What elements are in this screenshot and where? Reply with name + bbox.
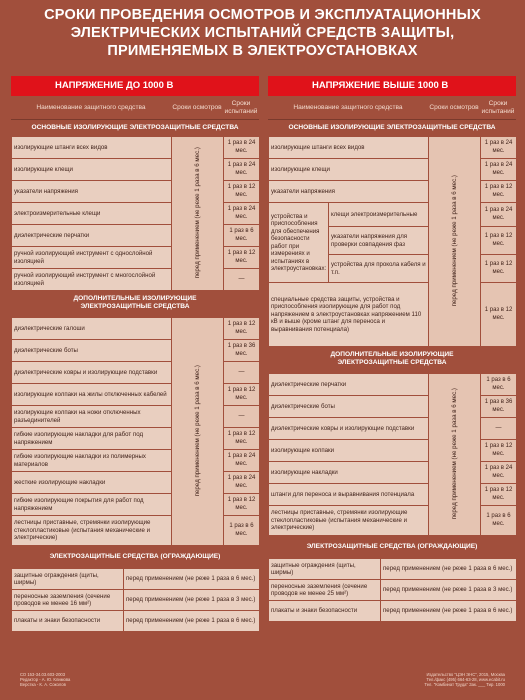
inspection-period: перед применением (не реже 1 раза в 6 мес.) — [381, 601, 517, 622]
test-period: 1 раз в 12 мес. — [224, 494, 260, 516]
test-period: 1 раз в 24 мес. — [481, 137, 517, 159]
right-basic-table — [268, 136, 517, 347]
table-row — [12, 590, 260, 611]
col-header-name: Наименование защитного средства — [36, 103, 146, 111]
inspection-period: перед применением (не реже 1 раза в 6 мес.) — [124, 569, 260, 590]
footer-right — [400, 672, 505, 688]
item-name: специальные средства защиты, устройства и приспособления изолирующие для работ под напряжением в электроустановках напряжением 110 кВ и выше (кроме штанг для переноса и выравнивания потенциала) — [269, 283, 429, 347]
item-name: ручной изолирующий инструмент с многослойной изоляцией — [12, 269, 172, 291]
inspection-period-text: перед применением (не реже 1 раза в 6 мес.) — [450, 174, 458, 306]
left-basic-table — [11, 136, 260, 291]
test-period: — — [481, 418, 517, 440]
section-title-additional: ДОПОЛНИТЕЛЬНЫЕ ИЗОЛИРУЮЩИЕ ЭЛЕКТРОЗАЩИТНЫЕ СРЕДСТВА — [330, 351, 454, 366]
test-period: 1 раз в 12 мес. — [481, 484, 517, 506]
item-name: плакаты и знаки безопасности — [12, 611, 124, 632]
item-name: диэлектрические ковры и изолирующие подставки — [269, 418, 429, 440]
item-name: указатели напряжения для проверки совпадения фаз — [329, 227, 429, 255]
table-row — [12, 569, 260, 590]
inspection-period-text: перед применением (не реже 1 раза в 6 мес.) — [450, 387, 458, 519]
right-protective-table — [268, 558, 517, 622]
col-header-name: Наименование защитного средства — [293, 103, 403, 111]
test-period: 1 раз в 24 мес. — [481, 203, 517, 227]
test-period: 1 раз в 12 мес. — [224, 318, 260, 340]
low-voltage-header: НАПРЯЖЕНИЕ ДО 1000 В — [11, 76, 259, 96]
low-voltage-panel — [11, 76, 259, 632]
high-voltage-panel — [268, 76, 516, 622]
title-line: ЭЛЕКТРИЧЕСКИХ ИСПЫТАНИЙ СРЕДСТВ ЗАЩИТЫ, — [70, 25, 455, 41]
table-row — [269, 601, 517, 622]
item-name: указатели напряжения — [12, 181, 172, 203]
item-name: штанги для переноса и выравнивания потенциала — [269, 484, 429, 506]
test-period: 1 раз в 12 мес. — [481, 227, 517, 255]
inspection-period: перед применением (не реже 1 раза в 3 мес.) — [124, 590, 260, 611]
item-name: защитные ограждения (щиты, ширмы) — [12, 569, 124, 590]
item-name: изолирующие штанги всех видов — [269, 137, 429, 159]
test-period: 1 раз в 12 мес. — [481, 283, 517, 347]
inspection-period: перед применением (не реже 1 раза в 6 мес.) — [124, 611, 260, 632]
title-line: ПРИМЕНЯЕМЫХ В ЭЛЕКТРОУСТАНОВКАХ — [107, 43, 418, 59]
test-period: 1 раз в 24 мес. — [224, 203, 260, 225]
col-header-inspections: Сроки осмотров — [172, 103, 222, 111]
item-name: изолирующие накладки — [269, 462, 429, 484]
test-period: 1 раз в 24 мес. — [224, 159, 260, 181]
item-name: указатели напряжения — [269, 181, 429, 203]
high-voltage-header: НАПРЯЖЕНИЕ ВЫШЕ 1000 В — [268, 76, 516, 96]
test-period: — — [224, 362, 260, 384]
table-row — [12, 137, 260, 159]
section-title-basic: ОСНОВНЫЕ ИЗОЛИРУЮЩИЕ ЭЛЕКТРОЗАЩИТНЫЕ СРЕДСТВА — [31, 124, 239, 131]
column-headers — [11, 96, 259, 120]
table-row — [269, 559, 517, 580]
test-period: 1 раз в 12 мес. — [224, 428, 260, 450]
item-name: устройства для прокола кабеля и т.п. — [329, 255, 429, 283]
table-row — [269, 137, 517, 159]
test-period: 1 раз в 12 мес. — [224, 247, 260, 269]
test-period: 1 раз в 12 мес. — [481, 440, 517, 462]
section-title-protective: ЭЛЕКТРОЗАЩИТНЫЕ СРЕДСТВА (ОГРАЖДАЮЩИЕ) — [49, 553, 221, 560]
item-name: ручной изолирующий инструмент с однослойной изоляцией — [12, 247, 172, 269]
item-name: защитные ограждения (щиты, ширмы) — [269, 559, 381, 580]
test-period: 1 раз в 6 мес. — [224, 516, 260, 546]
test-period: 1 раз в 24 мес. — [481, 462, 517, 484]
test-period: 1 раз в 36 мес. — [481, 396, 517, 418]
test-period: 1 раз в 12 мес. — [481, 255, 517, 283]
left-additional-table — [11, 317, 260, 546]
test-period: 1 раз в 24 мес. — [224, 137, 260, 159]
item-name: диэлектрические боты — [12, 340, 172, 362]
item-name: электроизмерительные клещи — [12, 203, 172, 225]
test-period: 1 раз в 6 мес. — [481, 374, 517, 396]
test-period: — — [224, 269, 260, 291]
devices-group-label: устройства и приспособления для обеспечения безопасности работ при измерениях и испытаниях в электроустановках: — [269, 203, 329, 283]
item-name: изолирующие колпаки — [269, 440, 429, 462]
title-line: СРОКИ ПРОВЕДЕНИЯ ОСМОТРОВ И ЭКСПЛУАТАЦИОННЫХ — [44, 7, 481, 23]
column-headers — [268, 96, 516, 120]
item-name: клещи электроизмерительные — [329, 203, 429, 227]
footer-line: Редактор - А. Ю. Климова — [20, 677, 71, 683]
inspection-period-text: перед применением (не реже 1 раза в 6 мес.) — [193, 364, 201, 496]
section-title-protective: ЭЛЕКТРОЗАЩИТНЫЕ СРЕДСТВА (ОГРАЖДАЮЩИЕ) — [306, 543, 478, 550]
left-protective-table — [11, 568, 260, 632]
item-name: гибкие изолирующие накладки из полимерных материалов — [12, 450, 172, 472]
item-name: переносные заземления (сечение проводов не менее 16 мм²) — [12, 590, 124, 611]
footer-line: СО 153-34.03.603-2003 — [20, 672, 66, 677]
item-name: переносные заземления (сечение проводов не менее 25 мм²) — [269, 580, 381, 601]
item-name: диэлектрические ковры и изолирующие подставки — [12, 362, 172, 384]
item-name: изолирующие колпаки на ножи отключенных разъединителей — [12, 406, 172, 428]
col-header-inspections: Сроки осмотров — [429, 103, 479, 111]
section-title-basic: ОСНОВНЫЕ ИЗОЛИРУЮЩИЕ ЭЛЕКТРОЗАЩИТНЫЕ СРЕДСТВА — [288, 124, 496, 131]
item-name: диэлектрические галоши — [12, 318, 172, 340]
item-name: диэлектрические перчатки — [269, 374, 429, 396]
test-period: 1 раз в 24 мес. — [224, 450, 260, 472]
inspection-period-cell — [429, 137, 481, 347]
test-period: 1 раз в 36 мес. — [224, 340, 260, 362]
item-name: жесткие изолирующие накладки — [12, 472, 172, 494]
test-period: — — [224, 406, 260, 428]
section-title-additional: ДОПОЛНИТЕЛЬНЫЕ ИЗОЛИРУЮЩИЕ ЭЛЕКТРОЗАЩИТНЫЕ СРЕДСТВА — [73, 295, 197, 310]
inspection-period-cell — [172, 137, 224, 291]
footer-line: Издательство "ЦЭН ЭНС", 2015, Москва — [426, 672, 505, 677]
item-name: изолирующие клещи — [269, 159, 429, 181]
table-row — [269, 374, 517, 396]
test-period: 1 раз в 12 мес. — [224, 181, 260, 203]
col-header-tests: Сроки испытаний — [224, 99, 258, 115]
test-period: 1 раз в 6 мес. — [224, 225, 260, 247]
item-name: лестницы приставные, стремянки изолирующие стеклопластиковые (испытания механические и электрические) — [12, 516, 172, 546]
table-row — [269, 580, 517, 601]
test-period: 1 раз в 12 мес. — [224, 384, 260, 406]
footer-line: Тел. "Комбинат Труда" Зак. ___ Тир. 1000 — [424, 682, 505, 688]
item-name: диэлектрические перчатки — [12, 225, 172, 247]
item-name: гибкие изолирующие накладки для работ под напряжением — [12, 428, 172, 450]
inspection-period-cell — [172, 318, 224, 546]
table-row — [12, 611, 260, 632]
right-additional-table — [268, 373, 517, 536]
footer-line: Верстка - К. А. Соколов — [20, 682, 66, 688]
inspection-period: перед применением (не реже 1 раза в 6 мес.) — [381, 559, 517, 580]
item-name: изолирующие клещи — [12, 159, 172, 181]
footer-left — [20, 672, 70, 688]
inspection-period-cell — [429, 374, 481, 536]
test-period: 1 раз в 6 мес. — [481, 506, 517, 536]
test-period: 1 раз в 24 мес. — [224, 472, 260, 494]
inspection-period-text: перед применением (не реже 1 раза в 6 мес.) — [193, 146, 201, 278]
item-name: изолирующие колпаки на жилы отключенных кабелей — [12, 384, 172, 406]
test-period: 1 раз в 24 мес. — [481, 159, 517, 181]
item-name: лестницы приставные, стремянки изолирующие стеклопластиковые (испытания механические и электрические) — [269, 506, 429, 536]
test-period: 1 раз в 12 мес. — [481, 181, 517, 203]
item-name: плакаты и знаки безопасности — [269, 601, 381, 622]
inspection-period: перед применением (не реже 1 раза в 3 мес.) — [381, 580, 517, 601]
footer-line: Тел./факс (495) 664-63-28, www.ecabit.ru — [426, 677, 505, 683]
item-name: диэлектрические боты — [269, 396, 429, 418]
item-name: изолирующие штанги всех видов — [12, 137, 172, 159]
page-title — [0, 6, 525, 60]
item-name: гибкие изолирующие покрытия для работ под напряжением — [12, 494, 172, 516]
col-header-tests: Сроки испытаний — [481, 99, 515, 115]
table-row — [12, 318, 260, 340]
